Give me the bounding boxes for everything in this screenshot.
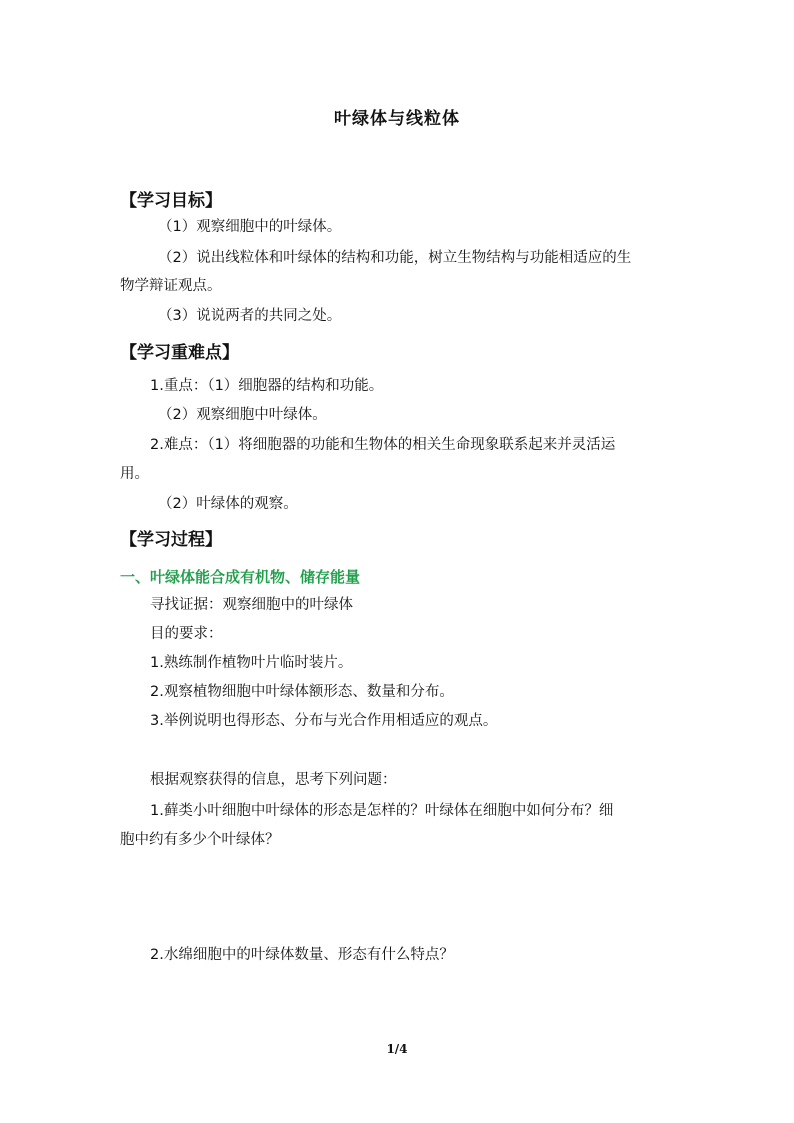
objective-line: 物学辩证观点。 (120, 278, 222, 294)
process-line: 3.举例说明也得形态、分布与光合作用相适应的观点。 (150, 713, 498, 729)
key-points-heading: 【学习重难点】 (120, 343, 239, 363)
key-point-line: （2）叶绿体的观察。 (158, 496, 298, 512)
process-line: 寻找证据：观察细胞中的叶绿体 (150, 597, 353, 613)
process-subheading: 一、叶绿体能合成有机物、储存能量 (120, 568, 361, 586)
process-line: 2.水绵细胞中的叶绿体数量、形态有什么特点？ (150, 947, 454, 963)
key-point-line: （2）观察细胞中叶绿体。 (158, 407, 327, 423)
process-heading: 【学习过程】 (120, 530, 222, 550)
objectives-heading: 【学习目标】 (120, 191, 222, 211)
objective-line: （2）说出线粒体和叶绿体的结构和功能，树立生物结构与功能相适应的生 (158, 250, 632, 266)
process-line: 根据观察获得的信息，思考下列问题： (150, 772, 397, 788)
key-point-line: 用。 (120, 466, 149, 482)
objective-line: （1）观察细胞中的叶绿体。 (158, 219, 342, 235)
key-point-line: 2.难点：（1）将细胞器的功能和生物体的相关生命现象联系起来并灵活运 (150, 437, 616, 453)
page-number: 1/4 (386, 1042, 408, 1056)
process-line: 1.熟练制作植物叶片临时装片。 (150, 655, 353, 671)
process-line: 2.观察植物细胞中叶绿体额形态、数量和分布。 (150, 684, 454, 700)
objective-line: （3）说说两者的共同之处。 (158, 308, 342, 324)
process-line: 目的要求： (150, 626, 223, 642)
key-point-line: 1.重点：（1）细胞器的结构和功能。 (150, 378, 384, 394)
process-line: 1.藓类小叶细胞中叶绿体的形态是怎样的？叶绿体在细胞中如何分布？细 (150, 803, 614, 819)
page-title: 叶绿体与线粒体 (334, 109, 460, 129)
process-line: 胞中约有多少个叶绿体？ (120, 832, 280, 848)
